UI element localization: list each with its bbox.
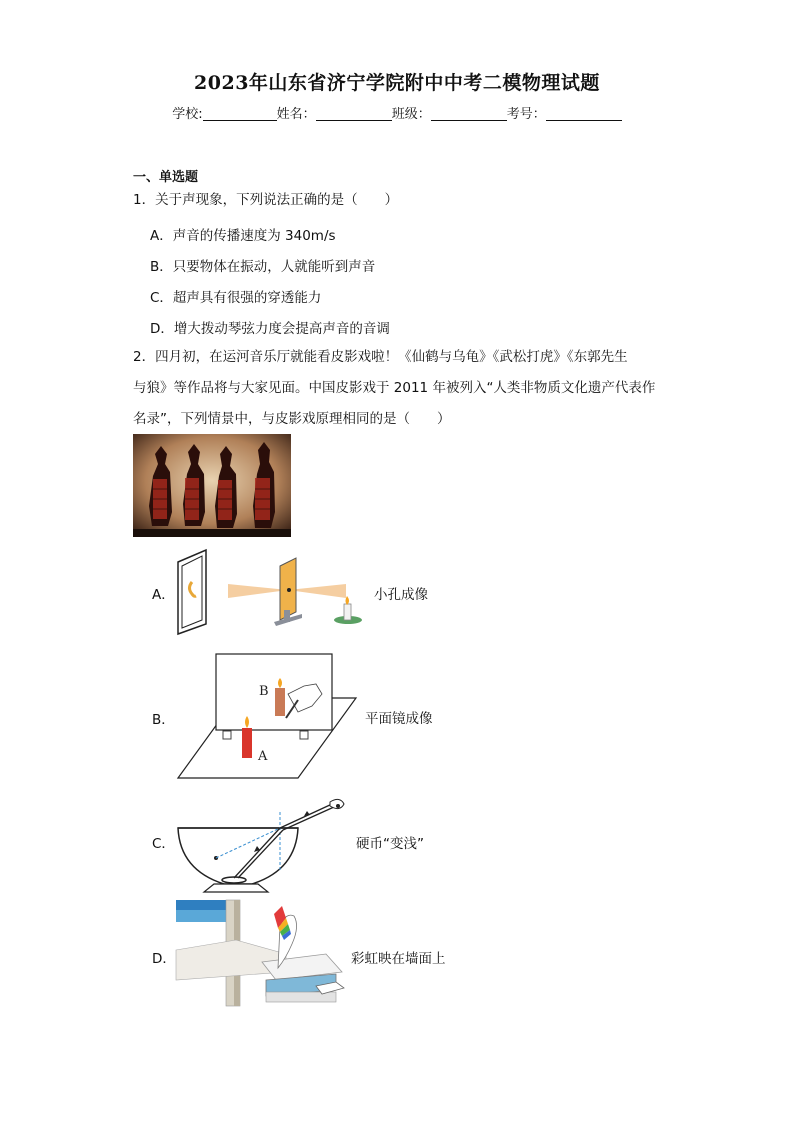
q1-option-d: D．增大拨动琴弦力度会提高声音的音调 xyxy=(150,321,390,337)
school-blank[interactable] xyxy=(203,107,277,121)
class-label: 班级： xyxy=(391,107,431,122)
candle-a-letter: A xyxy=(258,749,268,764)
shadow-puppet-photo xyxy=(133,434,291,537)
q2-option-a-letter: A． xyxy=(152,587,175,603)
q2-option-c-letter: C． xyxy=(152,836,175,852)
name-label: 姓名： xyxy=(276,107,316,122)
id-label: 考号： xyxy=(506,107,546,122)
pinhole-diagram xyxy=(176,548,368,636)
q1-option-c: C．超声具有很强的穿透能力 xyxy=(150,290,322,306)
q2-option-d-letter: D． xyxy=(152,951,176,967)
q1-stem: 1．关于声现象，下列说法正确的是（ ） xyxy=(133,192,399,208)
q2-stem-line-3: 名录”，下列情景中，与皮影戏原理相同的是（ ） xyxy=(133,411,451,427)
q2-option-a-caption: 小孔成像 xyxy=(374,587,428,603)
rainbow-prism-photo xyxy=(176,900,346,1006)
q2-option-d-caption: 彩虹映在墙面上 xyxy=(351,951,446,967)
student-info-line xyxy=(0,103,794,122)
q2-option-b-caption: 平面镜成像 xyxy=(365,711,433,727)
q2-option-b-letter: B． xyxy=(152,712,175,728)
candle-b-letter: B xyxy=(259,684,269,699)
class-blank[interactable] xyxy=(431,107,507,121)
q1-option-a: A．声音的传播速度为 340m/s xyxy=(150,228,336,244)
id-blank[interactable] xyxy=(546,107,622,121)
name-blank[interactable] xyxy=(316,107,392,121)
q2-option-c-caption: 硬币“变浅” xyxy=(356,836,424,852)
page-title: 2023年山东省济宁学院附中中考二模物理试题 xyxy=(194,72,600,94)
school-label: 学校: xyxy=(172,107,203,122)
q2-stem-line-2: 与狼》等作品将与大家见面。中国皮影戏于 2011 年被列入“人类非物质文化遗产代表作 xyxy=(133,380,656,396)
refraction-bowl-diagram xyxy=(174,810,354,894)
q2-stem-line-1: 2．四月初，在运河音乐厅就能看皮影戏啦！《仙鹤与乌龟》《武松打虎》《东郭先生 xyxy=(133,349,628,365)
section-heading: 一、单选题 xyxy=(133,170,199,185)
q1-option-b: B．只要物体在振动，人就能听到声音 xyxy=(150,259,376,275)
plane-mirror-diagram xyxy=(176,650,358,780)
